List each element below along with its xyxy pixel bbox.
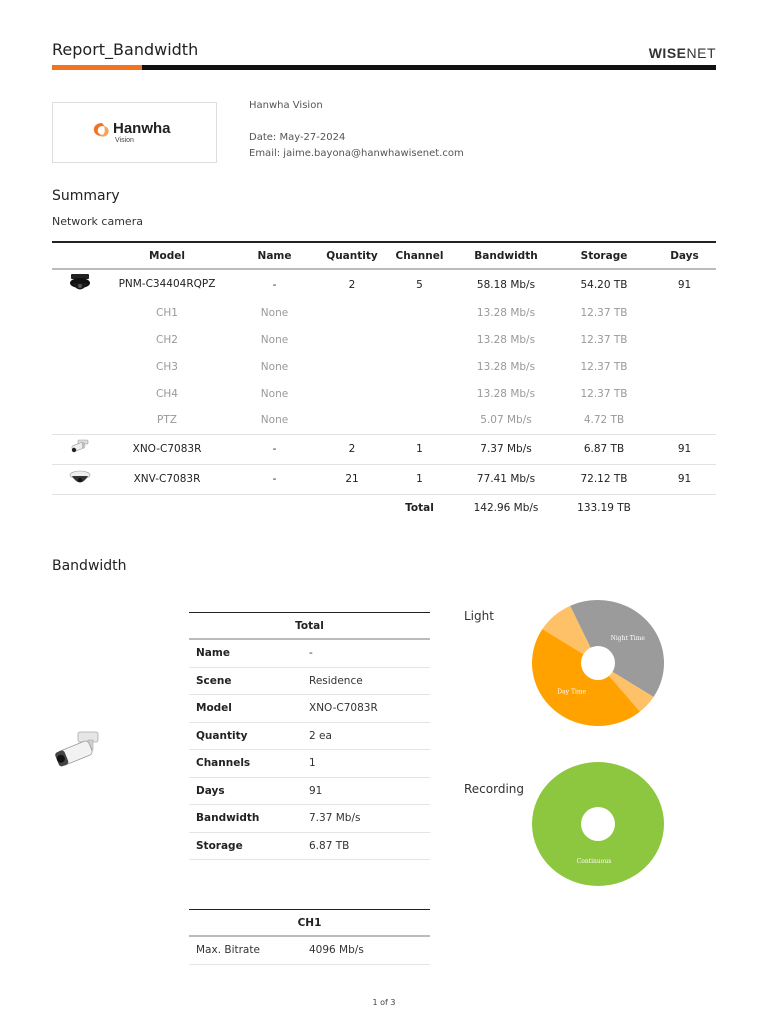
detail-row — [189, 695, 430, 723]
detail-row — [189, 937, 430, 965]
brand-wise: WISE — [648, 45, 687, 61]
cell-days: 91 — [677, 278, 692, 291]
col-name: Name — [257, 249, 292, 262]
detail-value: 6.87 TB — [309, 839, 350, 852]
pie-slice-label: Night Time — [610, 635, 645, 643]
detail-value: 4096 Mb/s — [309, 944, 364, 956]
cell-model: XNO-C7083R — [132, 443, 202, 455]
table-row — [52, 434, 716, 464]
light-pie-chart — [532, 599, 664, 727]
detail-key: Days — [196, 784, 225, 797]
col-channel: Channel — [395, 249, 444, 262]
cell-channel: 5 — [416, 278, 423, 291]
donut-hole — [581, 807, 615, 841]
ch1-detail-title: CH1 — [189, 909, 430, 937]
cell-name: - — [272, 473, 277, 485]
cell-storage: 54.20 TB — [580, 278, 628, 291]
cell-channel-name: None — [260, 360, 289, 373]
logo-subtext: Vision — [115, 137, 134, 144]
detail-value: 91 — [309, 784, 323, 797]
cell-channel-storage: 12.37 TB — [580, 306, 628, 319]
col-model: Model — [149, 249, 185, 262]
total-storage: 133.19 TB — [555, 494, 653, 522]
bullet-camera-icon — [52, 434, 107, 464]
detail-key: Name — [196, 647, 230, 659]
ch1-detail-table — [189, 909, 430, 965]
detail-row — [189, 668, 430, 696]
cell-model: PNM-C34404RQPZ — [118, 278, 216, 290]
total-row — [52, 494, 716, 522]
cell-bandwidth: 7.37 Mb/s — [480, 443, 532, 455]
wisenet-logo — [649, 45, 716, 61]
detail-row — [189, 833, 430, 861]
total-bandwidth: 142.96 Mb/s — [457, 494, 555, 522]
cell-channel-storage: 12.37 TB — [580, 360, 628, 373]
total-detail-title: Total — [189, 612, 430, 640]
col-icon — [52, 242, 107, 269]
cell-channel-name: None — [260, 306, 289, 319]
recording-pie-chart — [532, 761, 664, 887]
cell-channel-storage: 4.72 TB — [583, 414, 625, 427]
detail-row — [189, 805, 430, 833]
channel-row — [52, 326, 716, 353]
summary-heading: Summary — [52, 188, 120, 204]
detail-value: 1 — [309, 757, 316, 769]
cell-channel-bandwidth: 13.28 Mb/s — [476, 360, 536, 373]
channel-row — [52, 380, 716, 407]
cell-name: - — [272, 443, 277, 455]
cell-quantity: 2 — [348, 278, 356, 291]
detail-row — [189, 778, 430, 806]
detail-key: Bandwidth — [196, 812, 260, 824]
cell-days: 91 — [677, 443, 692, 455]
dome-fisheye-camera-icon — [52, 269, 107, 299]
cell-channel-id: CH2 — [156, 333, 178, 346]
summary-header-row — [52, 242, 716, 269]
total-detail-table — [189, 612, 430, 860]
cell-channel-bandwidth: 5.07 Mb/s — [480, 414, 532, 427]
detail-value: 2 ea — [309, 729, 332, 742]
header-rule-accent — [52, 65, 142, 70]
channel-row — [52, 353, 716, 380]
bandwidth-heading: Bandwidth — [52, 558, 127, 574]
channel-row — [52, 299, 716, 326]
detail-value: XNO-C7083R — [309, 702, 378, 714]
hanwha-logo — [52, 102, 217, 163]
cell-channel-id: CH3 — [156, 360, 178, 373]
detail-key: Channels — [196, 757, 251, 769]
network-camera-subheading: Network camera — [52, 215, 143, 228]
cell-quantity: 2 — [348, 443, 356, 455]
cell-channel: 1 — [416, 443, 423, 455]
report-title: Report_Bandwidth — [52, 40, 199, 59]
page-number: 1 of 3 — [372, 998, 396, 1007]
header-rule — [52, 65, 716, 70]
dome-camera-icon — [52, 464, 107, 494]
cell-quantity: 21 — [345, 473, 359, 485]
cell-channel-id: CH4 — [156, 387, 178, 400]
brand-net: NET — [686, 45, 716, 61]
cell-channel-storage: 12.37 TB — [580, 333, 628, 346]
cell-channel: 1 — [416, 473, 423, 485]
col-days: Days — [670, 249, 699, 262]
detail-key: Max. Bitrate — [196, 944, 260, 956]
pie-slice-label: Continuous — [576, 858, 612, 865]
table-row — [52, 464, 716, 494]
cell-days: 91 — [677, 473, 692, 485]
cell-channel-storage: 12.37 TB — [580, 387, 628, 400]
cell-channel-name: None — [260, 333, 289, 346]
cell-channel-id: PTZ — [157, 414, 177, 427]
channel-row — [52, 407, 716, 434]
col-storage: Storage — [580, 249, 628, 262]
detail-row — [189, 640, 430, 668]
report-date: Date: May-27-2024 — [249, 132, 346, 143]
cell-model: XNV-C7083R — [133, 473, 201, 485]
cell-name: - — [272, 278, 277, 291]
cell-storage: 72.12 TB — [580, 473, 628, 485]
col-bandwidth: Bandwidth — [474, 249, 538, 262]
detail-value: - — [309, 647, 313, 659]
cell-channel-bandwidth: 13.28 Mb/s — [476, 333, 536, 346]
cell-channel-id: CH1 — [156, 306, 178, 319]
col-quantity: Quantity — [326, 249, 378, 262]
detail-key: Storage — [196, 839, 243, 852]
total-label: Total — [382, 494, 457, 522]
cell-channel-bandwidth: 13.28 Mb/s — [476, 387, 536, 400]
logo-word: Hanwha — [113, 120, 171, 137]
company-name: Hanwha Vision — [249, 100, 323, 111]
donut-hole — [581, 646, 615, 680]
table-row — [52, 269, 716, 299]
contact-email: Email: jaime.bayona@hanwhawisenet.com — [249, 148, 464, 159]
detail-key: Quantity — [196, 729, 248, 742]
detail-key: Scene — [196, 674, 232, 687]
cell-bandwidth: 58.18 Mb/s — [476, 278, 536, 291]
detail-key: Model — [196, 702, 232, 714]
cell-channel-name: None — [260, 414, 289, 427]
cell-bandwidth: 77.41 Mb/s — [476, 473, 536, 485]
cell-channel-bandwidth: 13.28 Mb/s — [476, 306, 536, 319]
summary-table — [52, 241, 716, 522]
detail-value: 7.37 Mb/s — [309, 812, 361, 824]
cell-storage: 6.87 TB — [583, 443, 625, 455]
hanwha-flame-icon — [91, 121, 113, 139]
detail-row — [189, 723, 430, 751]
detail-row — [189, 750, 430, 778]
bullet-camera-image — [52, 728, 102, 772]
recording-chart-label: Recording — [464, 782, 525, 796]
light-chart-label: Light — [464, 609, 494, 623]
cell-channel-name: None — [260, 387, 289, 400]
detail-value: Residence — [309, 674, 363, 687]
pie-slice-label: Day Time — [557, 688, 587, 696]
